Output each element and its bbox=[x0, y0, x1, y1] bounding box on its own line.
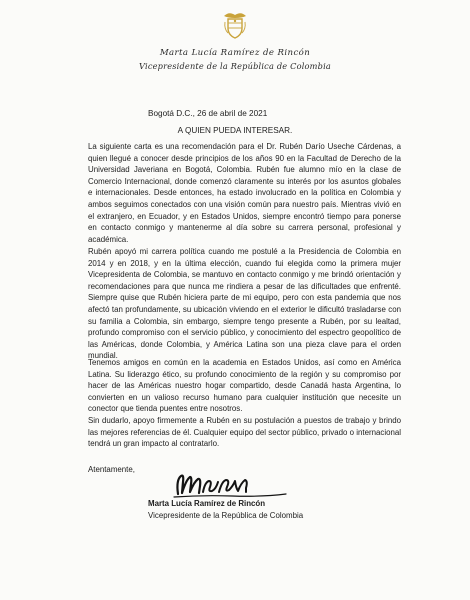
letterhead-name: Marta Lucía Ramírez de Rincón bbox=[159, 48, 311, 58]
signatory-name: Marta Lucía Ramírez de Rincón bbox=[148, 499, 266, 508]
letter-paragraph-1: La siguiente carta es una recomendación para el Dr. Rubén Darío Useche Cárdenas, a quien llegué a conocer desde principios de los años 90 en la Facultad de Derecho de la Universidad Javeriana en Bogotá, Colombia. Rubén fue alumno mío en la clase de Comercio Internacional, donde comenzó claramente su interés por los asuntos globales e internacionales. Desde entonces, ha estado involucrado en la política en Colombia y ambos seguimos conectados con una visión común para nuestro país. Mientras vivió en el extranjero, en Ecuador, y en Estados Unidos, siempre encontró tiempo para ponerse en contacto conmigo y mantenerme al día sobre su carrera personal, profesional y académica. bbox=[88, 142, 401, 244]
letterhead-title: Vicepresidente de la República de Colombia bbox=[139, 61, 331, 71]
letter-paragraph-4: Sin dudarlo, apoyo firmemente a Rubén en su postulación a puestos de trabajo y brindo las mejores referencias de él. Cualquier equipo del sector público, privado o internacional tendrá un gran impacto al contratarlo. bbox=[88, 416, 401, 449]
colombia-coat-of-arms-icon bbox=[222, 10, 248, 40]
letter-paragraph-3: Tenemos amigos en común en la academia en Estados Unidos, así como en América Latina. Su liderazgo ético, su profundo conocimiento de la región y su compromiso por hacer de las Américas nuestro hogar compartido, desde Canadá hasta Argentina, lo convierten en un valioso recurso humano para cualquier institución que necesite un conector que tienda puentes entre nosotros. bbox=[88, 358, 401, 414]
letter-heading: A QUIEN PUEDA INTERESAR. bbox=[177, 126, 293, 135]
signatory-title: Vicepresidente de la República de Colombia bbox=[148, 511, 304, 520]
letter-date: Bogotá D.C., 26 de abril de 2021 bbox=[148, 109, 268, 118]
handwritten-signature bbox=[172, 468, 290, 500]
letter-closing: Atentamente, bbox=[88, 465, 135, 474]
letter-paragraph-2: Rubén apoyó mi carrera política cuando me postulé a la Presidencia de Colombia en 2014 y en 2018, y en la última elección, cuando fui elegida como la primera mujer Vicepresidenta de Colombia, se mantuvo en contacto conmigo y me brindó orientación y recomendaciones para que nunca me rindiera a pesar de las dificultades que enfrenté. Siempre quise que Rubén hiciera parte de mi equipo, pero con esta pandemia que nos afectó tan profundamente, su ubicación viviendo en el exterior le dificultó trasladarse con su familia a Colombia, sin embargo, siempre tengo presente a Rubén, por su lealtad, profundo compromiso con el servicio público, y conocimiento del espectro geopolítico de las Américas, donde Colombia, y América Latina son una pieza clave para el orden mundial. bbox=[88, 247, 401, 361]
